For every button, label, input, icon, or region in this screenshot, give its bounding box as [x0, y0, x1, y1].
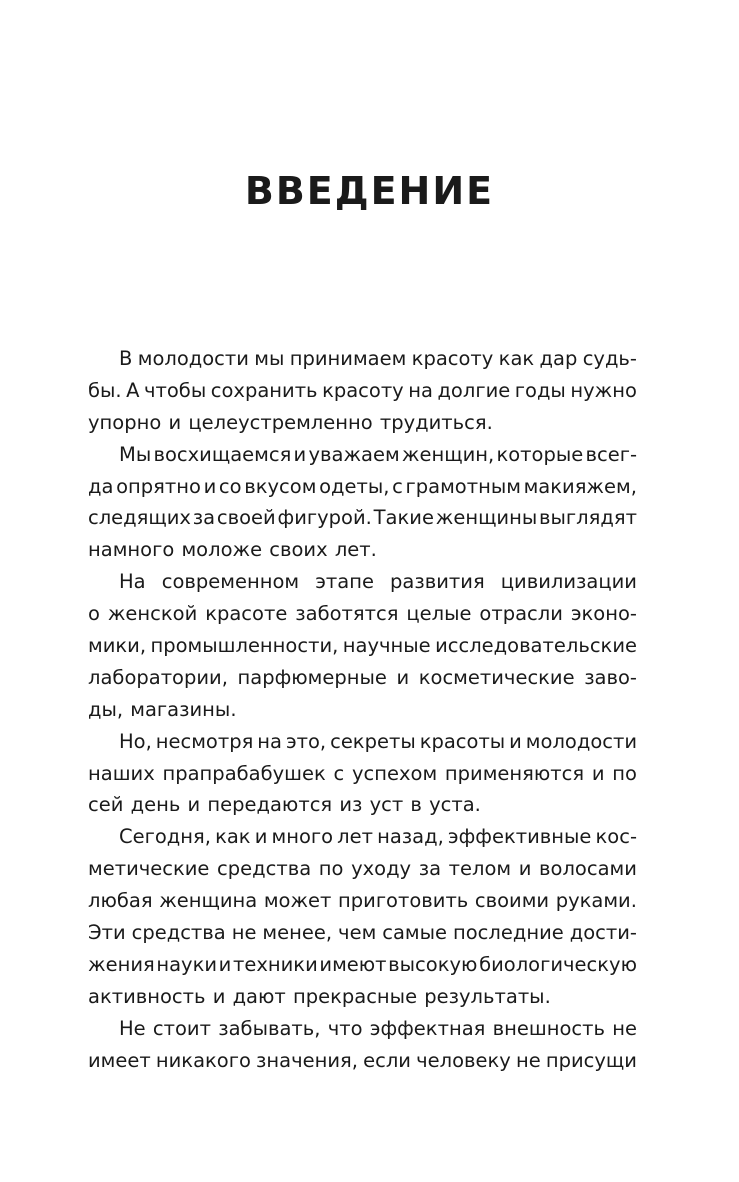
chapter-title: ВВЕДЕНИЕ — [244, 169, 495, 213]
body-text — [88, 343, 637, 1076]
text-line: упорно и целеустремленно трудиться. — [88, 410, 493, 434]
text-line: В молодости мы принимаем красоту как дар судь- — [119, 347, 637, 370]
text-line: следящих за своей фигурой. Такие женщины выглядят — [88, 506, 637, 530]
text-line: метические средства по уходу за телом и волосами — [88, 857, 637, 881]
text-line: имеет никакого значения, если человеку не присущи — [88, 1048, 637, 1072]
text-line: Сегодня, как и много лет назад, эффективные кос- — [119, 825, 637, 849]
text-line: Не стоит забывать, что эффектная внешность не — [119, 1016, 637, 1040]
text-line: Мы восхищаемся и уважаем женщин, которые всег- — [119, 442, 637, 466]
text-line: бы. А чтобы сохранить красоту на долгие годы нужно — [88, 378, 637, 402]
text-line: намного моложе своих лет. — [88, 538, 377, 562]
text-line: Но, несмотря на это, секреты красоты и молодости — [119, 729, 637, 753]
text-line: о женской красоте заботятся целые отрасли эконо- — [88, 602, 637, 626]
text-line: наших прапрабабушек с успехом применяются и по — [88, 761, 637, 785]
text-line: Эти средства не менее, чем самые последние дости- — [88, 921, 637, 945]
text-line: любая женщина может приготовить своими руками. — [88, 889, 637, 913]
text-line: сей день и передаются из уст в уста. — [88, 793, 481, 817]
text-line: да опрятно и со вкусом одеты, с грамотным макияжем, — [88, 474, 637, 498]
text-line: лаборатории, парфюмерные и косметические заво- — [88, 665, 637, 689]
text-line: жения науки и техники имеют высокую биологическую — [88, 952, 637, 976]
text-line: На современном этапе развития цивилизации — [119, 570, 637, 594]
text-line: ды, магазины. — [88, 697, 237, 721]
text-line: мики, промышленности, научные исследовательские — [88, 634, 637, 658]
text-line: активность и дают прекрасные результаты. — [88, 984, 551, 1008]
